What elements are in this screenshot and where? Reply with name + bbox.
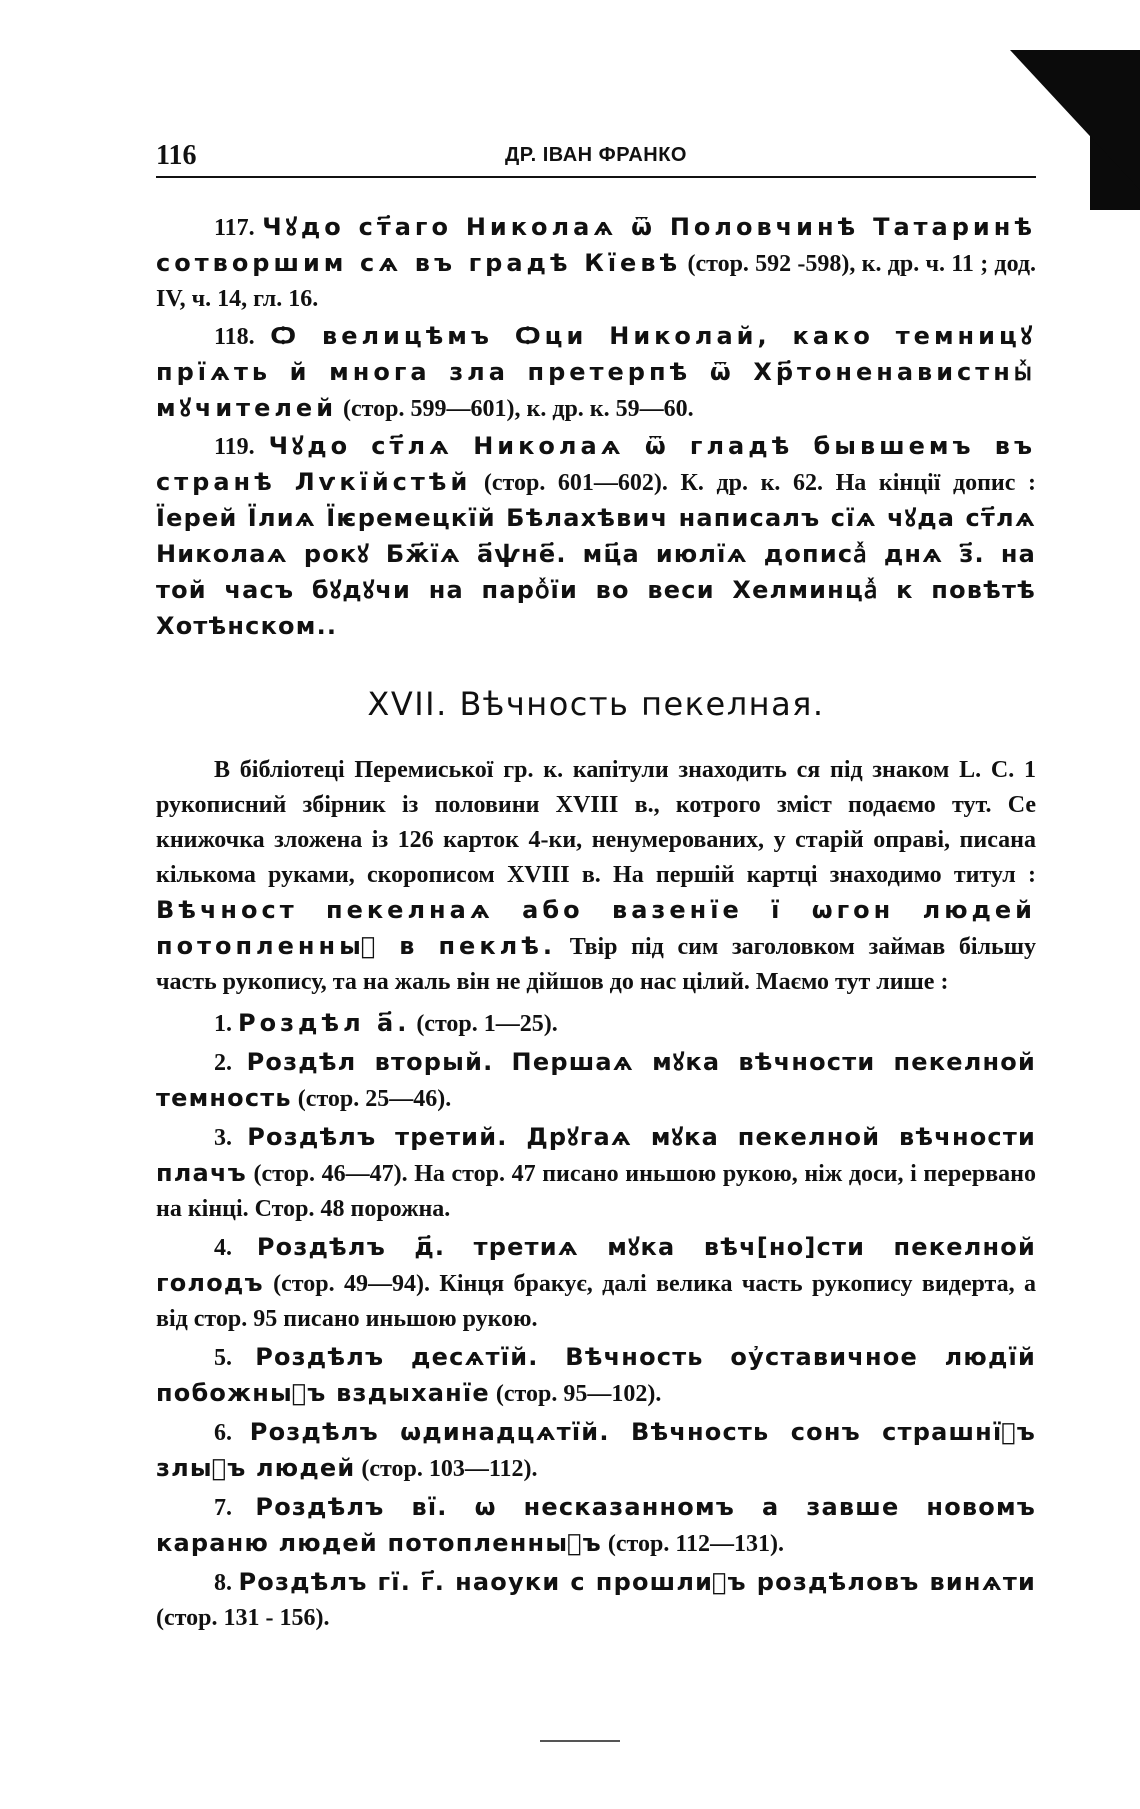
section-item [156, 1230, 1036, 1337]
section-item [156, 1045, 1036, 1117]
section-pages: (стор. 46—47). На стор. 47 писано иньшою рукою, ніж доси, і перервано на кінці. Стор. 48 порожна. [156, 1161, 1036, 1222]
section-number: 4. [214, 1235, 232, 1261]
section-number: 6. [214, 1420, 232, 1446]
section-pages: (стор. 112—131). [607, 1531, 785, 1557]
section-pages: (стор. 25—46). [297, 1086, 452, 1112]
intro-text: В бібліотеці Перемиської гр. к. капітули знаходить ся під знаком L. С. 1 рукописний збірник із половини XVIII в., котрого зміст подаємо тут. Се книжочка зложена із 126 карток 4-ки, ненумерованих, у старій оправі, писана кількома руками, скорописом XVIII в. На першій картці знаходимо титул : [156, 757, 1036, 888]
footer-mark [540, 1740, 620, 1742]
section-title: Роздѣлъ д҃. третиѧ мꙋка вѣч[но]сти пекелной голодъ [156, 1233, 1037, 1297]
section-title: Роздѣл а҃. [238, 1009, 411, 1037]
section-number: 3. [214, 1125, 232, 1151]
entry-colophon: Їерей Їлиѧ Їѥремецкїй Бѣлахѣвич написалъ сїѧ чꙋда ст҃лѧ Николаѧ рокꙋ Бж҃їѧ а҃ѱне҃. мц҃а июлїѧ дописаⷯ днѧ з҃. на той часъ бꙋдꙋчи на пароⷯїи во веси Хелминцаⷯ к повѣтѣ Хотѣнском.. [156, 504, 1036, 640]
section-pages: (стор. 1—25). [416, 1011, 558, 1037]
entry-119 [156, 429, 1036, 645]
page [156, 140, 1036, 1639]
chapter-title: XVII. Вѣчность пекелная. [367, 685, 825, 723]
section-number: 5. [214, 1345, 232, 1371]
section-item [156, 1006, 1036, 1042]
intro-text-continued: Твір під сим заголовком займав більшу часть рукопису, та на жаль він не дійшов до нас цілий. Маємо тут лише : [156, 934, 1036, 995]
section-pages: (стор. 95—102). [495, 1381, 662, 1407]
section-pages: (стор. 131 - 156). [156, 1605, 330, 1631]
entry-title: Ѻ велицѣмъ Ѻци Николай, како темницꙋ прїѧть й многа зла претерпѣ ѿ Хр҃тоненавистныⷯ мꙋчителей [156, 322, 1037, 422]
entry-number: 118. [214, 324, 255, 350]
section-item [156, 1415, 1036, 1487]
section-title: Роздѣлъ десѧтїй. Вѣчность оу҆ставичное людїй побожныⷯъ вздыханїе [156, 1343, 1036, 1407]
section-pages: (стор. 49—94). Кінця бракує, далі велика часть рукопису видерта, а від стор. 95 писано иньшою рукою. [156, 1271, 1036, 1332]
section-item [156, 1120, 1036, 1227]
page-number: 116 [156, 140, 197, 171]
running-title: ДР. ІВАН ФРАНКО [505, 144, 687, 166]
manuscript-title: Вѣчност пекелнаѧ або вазенїе ї ѡгон людей потопленныⷯ в пеклѣ. [156, 896, 1036, 960]
entry-117 [156, 210, 1036, 317]
section-title: Роздѣлъ ѡдинадцѧтїй. Вѣчность сонъ страшнїⷯъ злыⷯъ людей [156, 1418, 1037, 1482]
section-title: Роздѣлъ третий. Дрꙋгаѧ мꙋка пекелной вѣчности плачъ [156, 1123, 1036, 1187]
entries-list [156, 210, 1036, 645]
section-number: 7. [214, 1495, 232, 1521]
intro-paragraph [156, 753, 1036, 1000]
page-header [156, 140, 1036, 178]
section-pages: (стор. 103—112). [361, 1456, 538, 1482]
section-title: Роздѣлъ вї. ѡ несказанномъ а завше новомъ караню людей потопленныⷯъ [156, 1493, 1037, 1557]
section-number: 8. [214, 1570, 232, 1596]
section-title: Роздѣлъ гї. г҃. наоуки с прошлиⷯъ роздѣловъ винѧти [238, 1568, 1037, 1596]
entry-reference: (стор. 599—601), к. др. к. 59—60. [343, 396, 694, 422]
section-item [156, 1340, 1036, 1412]
sections-list [156, 1006, 1036, 1636]
entry-title: Чꙋдо ст҃лѧ Николаѧ ѿ гладѣ бывшемъ въ странѣ Лѵкїйстѣй [156, 432, 1037, 496]
entry-number: 119. [214, 434, 255, 460]
entry-number: 117. [214, 215, 255, 241]
section-item [156, 1490, 1036, 1562]
section-item [156, 1565, 1036, 1636]
entry-reference: (стор. 601—602). К. др. к. 62. На кінції допис : [483, 470, 1036, 496]
section-number: 2. [214, 1050, 232, 1076]
entry-title: Чꙋдо ст҃аго Николаѧ ѿ Половчинѣ Татаринѣ сотворшим сѧ въ градѣ Кїевѣ [156, 213, 1036, 277]
entry-reference: (стор. 592 -598), к. др. ч. 11 ; дод. IV, ч. 14, гл. 16. [156, 251, 1037, 312]
section-number: 1. [214, 1011, 232, 1037]
entry-118 [156, 319, 1036, 427]
section-title: Роздѣл вторый. Першаѧ мꙋка вѣчности пекелной темность [156, 1048, 1037, 1112]
